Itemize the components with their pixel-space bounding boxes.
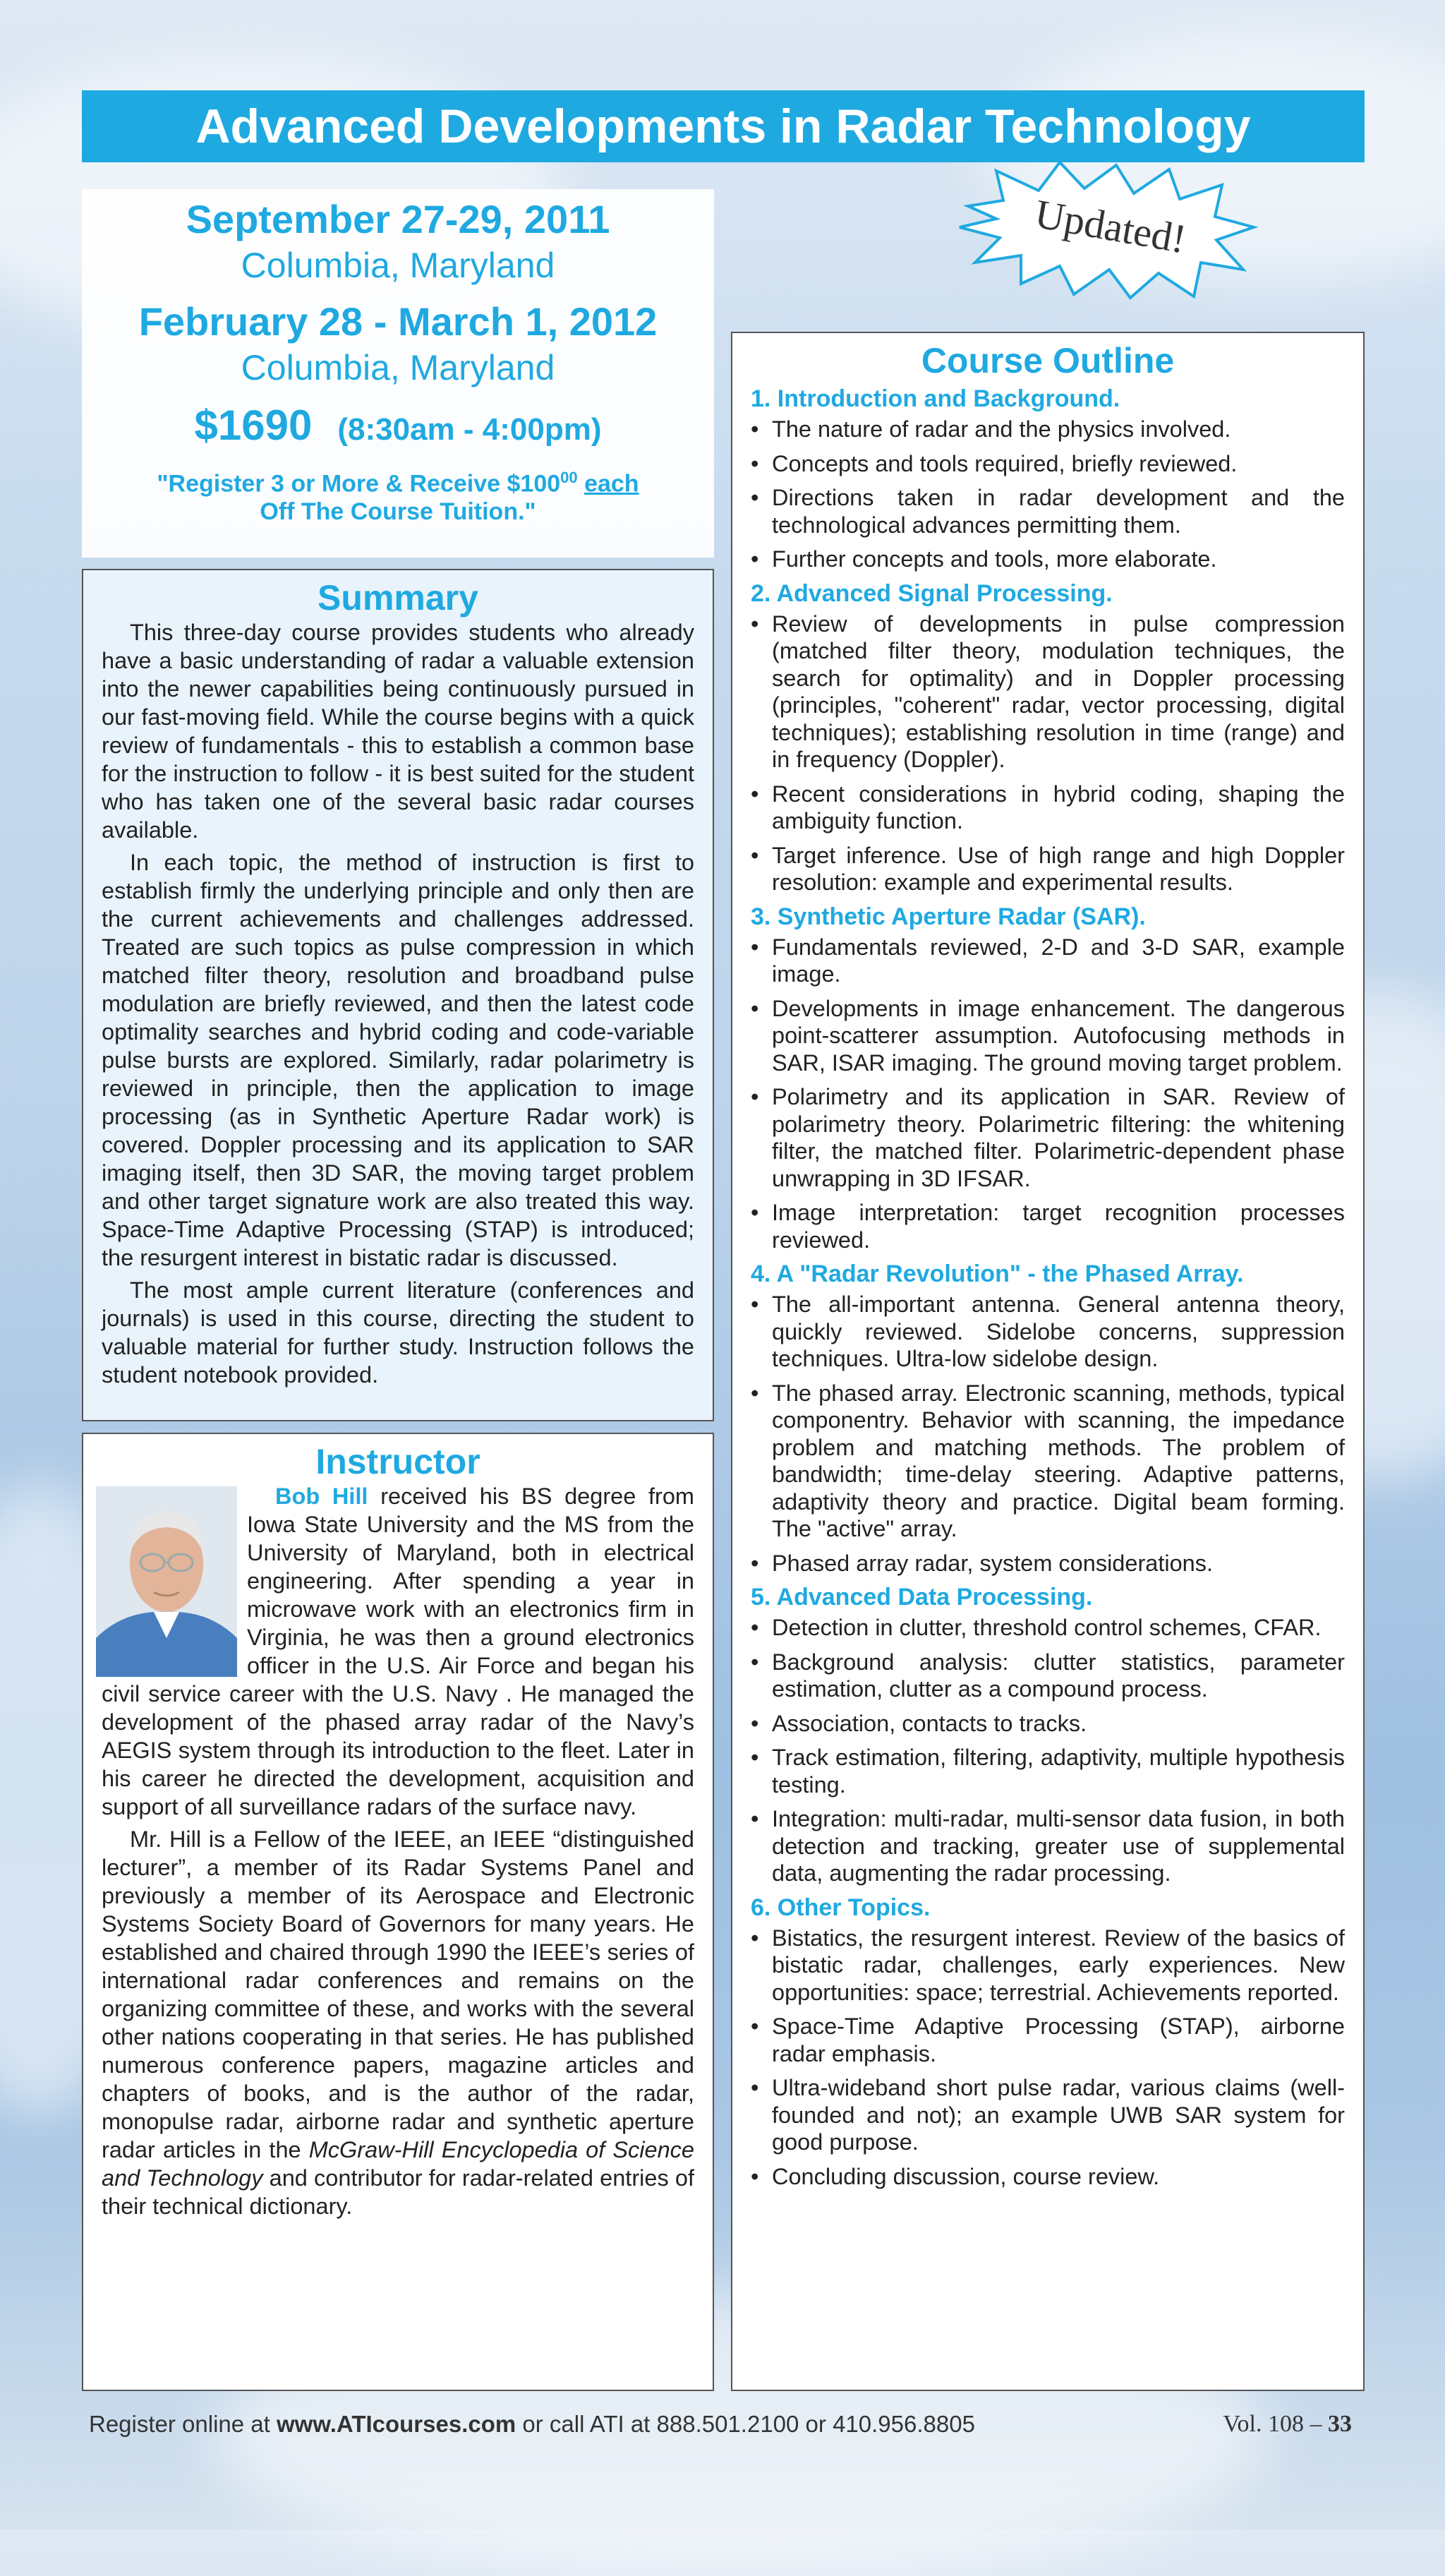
page-title: Advanced Developments in Radar Technology: [82, 90, 1365, 162]
outline-title: Course Outline: [921, 341, 1175, 380]
instructor-panel: [82, 1433, 714, 2391]
price-line: [82, 401, 714, 450]
outline-item: • Track estimation, filtering, adaptivity, multiple hypothesis testing.: [751, 1744, 1345, 1798]
outline-item: • Polarimetry and its application in SAR. Review of polarimetry theory. Polarimetric filtering: the whitening filter, the matched filter. Polarimetric-dependent phase unwrapping in 3D IFSAR.: [751, 1083, 1345, 1192]
outline-section-heading: 2. Advanced Signal Processing.: [751, 579, 1113, 607]
date-2: February 28 - March 1, 2012: [138, 299, 658, 344]
summary-panel: [82, 569, 714, 1421]
outline-item: • Fundamentals reviewed, 2-D and 3-D SAR, example image.: [751, 934, 1345, 988]
footer: Register online at www.ATIcourses.com or call ATI at 888.501.2100 or 410.956.8805 Vol. 108 – 33: [89, 2411, 1352, 2437]
outline-list: [751, 1925, 1345, 2191]
instructor-photo: [96, 1486, 237, 1677]
outline-item: • Phased array radar, system considerations.: [751, 1550, 1345, 1577]
outline-item: • The all-important antenna. General antenna theory, quickly reviewed. Sidelobe concerns, suppression techniques. Ultra-low sidelobe design.: [751, 1291, 1345, 1373]
dates-panel: [82, 189, 714, 558]
instructor-paragraph-2: Mr. Hill is a Fellow of the IEEE, an IEEE “distinguished lecturer”, a member of its Radar Systems Panel and previously a member of its Aerospace and Electronic Systems Society Board of Governors for many years. He established and chaired through 1990 the IEEE’s series of international radar conferences and remains on the organizing committee of these, and works with the several other nations cooperating in that series. He has published numerous conference papers, magazine articles and chapters of books, and is the author of the radar, monopulse radar, airborne radar and synthetic aperture radar articles in the McGraw-Hill Encyclopedia of Science and Technology and contributor for radar-related entries of their technical dictionary.: [102, 1826, 694, 2219]
outline-list: [751, 610, 1345, 896]
outline-item: • Review of developments in pulse compression (matched filter theory, modulation techniques, the search for optimality) and in Doppler processing (principles, "coherent" radar, vector processing, digital techniques); establishing resolution in time (range) and in frequency (Doppler).: [751, 610, 1345, 774]
outline-item: • Space-Time Adaptive Processing (STAP), airborne radar emphasis.: [751, 2013, 1345, 2067]
outline-list: [751, 1614, 1345, 1887]
summary-paragraph: The most ample current literature (conferences and journals) is used in this course, directing the student to valuable material for further study. Instruction follows the student notebook provided.: [102, 1277, 694, 1388]
outline-item: • Background analysis: clutter statistics, parameter estimation, clutter as a compound process.: [751, 1649, 1345, 1703]
encyclopedia-title: McGraw-Hill Encyclopedia of Science and Technology: [102, 2137, 694, 2191]
outline-section-heading: 4. A "Radar Revolution" - the Phased Array.: [751, 1260, 1244, 1287]
volume-page: Vol. 108 – 33: [1223, 2411, 1352, 2437]
price: $1690: [194, 402, 313, 449]
summary-paragraph: In each topic, the method of instruction is first to establish firmly the underlying principle and only then are the current achievements and challenges addressed. Treated are such topics as pulse compression in which matched filter theory, resolution and broadband pulse modulation are briefly reviewed, and then the latest code optimality searches and hybrid coding and code-variable pulse bursts are explored. Similarly, radar polarimetry is reviewed in principle, then the application to image processing (as in Synthetic Aperture Radar work) is covered. Doppler processing and its application to SAR imaging itself, then 3D SAR, the moving target problem and other target signature work are also treated this way. Space-Time Adaptive Processing (STAP) is introduced; the resurgent interest in bistatic radar is discussed.: [102, 850, 694, 1270]
stamp-text: Updated!: [1032, 190, 1190, 263]
outline-item: • Bistatics, the resurgent interest. Review of the basics of bistatic radar, challenges, early experiences. New opportunities: space; terrestrial. Achievements reported.: [751, 1925, 1345, 2006]
hours: (8:30am - 4:00pm): [337, 412, 602, 447]
outline-item: • The phased array. Electronic scanning, methods, typical componentry. Behavior with scanning, the impedance problem and matching methods. The problem of bandwidth; time-delay steering. Adaptive patterns, adaptivity theory and practice. Digital beam forming. The "active" array.: [751, 1380, 1345, 1543]
outline-item: • Developments in image enhancement. The dangerous point-scatterer assumption. Autofocusing methods in SAR, ISAR imaging. The ground moving target problem.: [751, 995, 1345, 1077]
outline-section-heading: 3. Synthetic Aperture Radar (SAR).: [751, 903, 1146, 930]
outline-list: [751, 1291, 1345, 1577]
outline-list: [751, 416, 1345, 573]
outline-item: • Image interpretation: target recognition processes reviewed.: [751, 1199, 1345, 1253]
outline-item: • Further concepts and tools, more elaborate.: [751, 546, 1345, 573]
outline-item: • Detection in clutter, threshold control schemes, CFAR.: [751, 1614, 1345, 1642]
outline-item: • Target inference. Use of high range and high Doppler resolution: example and experimental results.: [751, 842, 1345, 896]
outline-section-heading: 5. Advanced Data Processing.: [751, 1584, 1093, 1611]
promo-text: "Register 3 or More & Receive $\$100^{00}$ each Off The Course Tuition.": [157, 469, 639, 526]
summary-paragraph: This three-day course provides students who already have a basic understanding of radar a valuable extension into the newer capabilities being continuously pursued in our fast-moving field. While the course begins with a quick review of fundamentals - this to establish a common base for the instruction to follow - it is best suited for the student who has taken one of the several basic radar courses available.: [102, 620, 694, 843]
outline-section-heading: 6. Other Topics.: [751, 1894, 931, 1921]
outline-item: • The nature of radar and the physics involved.: [751, 416, 1345, 443]
outline-item: • Concepts and tools required, briefly reviewed.: [751, 450, 1345, 478]
website-link[interactable]: www.ATIcourses.com: [276, 2411, 516, 2437]
outline-section-heading: 1. Introduction and Background.: [751, 385, 1120, 412]
outline-item: • Integration: multi-radar, multi-sensor data fusion, in both detection and tracking, greater use of supplemental data, augmenting the radar processing.: [751, 1805, 1345, 1887]
outline-panel: [731, 332, 1365, 2391]
promo-each: each: [584, 470, 639, 498]
outline-item: • Ultra-wideband short pulse radar, various claims (well-founded and not); an example UWB SAR system for good purpose.: [751, 2074, 1345, 2156]
location-2: Columbia, Maryland: [241, 348, 555, 387]
outline-list: [751, 934, 1345, 1254]
outline-item: • Recent considerations in hybrid coding, shaping the ambiguity function.: [751, 781, 1345, 835]
updated-stamp: [954, 157, 1264, 305]
outline-item: • Directions taken in radar development and the technological advances permitting them.: [751, 484, 1345, 538]
outline-sections: [751, 385, 1345, 2190]
instructor-paragraph-1: Bob Hill received his BS degree from Iowa State University and the MS from the University of Maryland, both in electrical engineering. After spending a year in microwave work with an electronics firm in Virginia, he was then a ground electronics officer in the U.S. Air Force and began his civil service career with the U.S. Navy . He managed the development of the phased array radar of the Navy’s AEGIS system through its introduction to the fleet. Later in his career he directed the development, acquisition and support of all surveillance radars of the surface navy.: [102, 1482, 694, 1821]
instructor-title: Instructor: [315, 1442, 480, 1481]
outline-item: • Concluding discussion, course review.: [751, 2163, 1345, 2191]
summary-title: Summary: [318, 578, 478, 618]
location-1: Columbia, Maryland: [241, 246, 555, 285]
date-1: September 27-29, 2011: [186, 197, 610, 241]
instructor-name: Bob Hill: [275, 1483, 368, 1509]
outline-item: • Association, contacts to tracks.: [751, 1710, 1345, 1738]
